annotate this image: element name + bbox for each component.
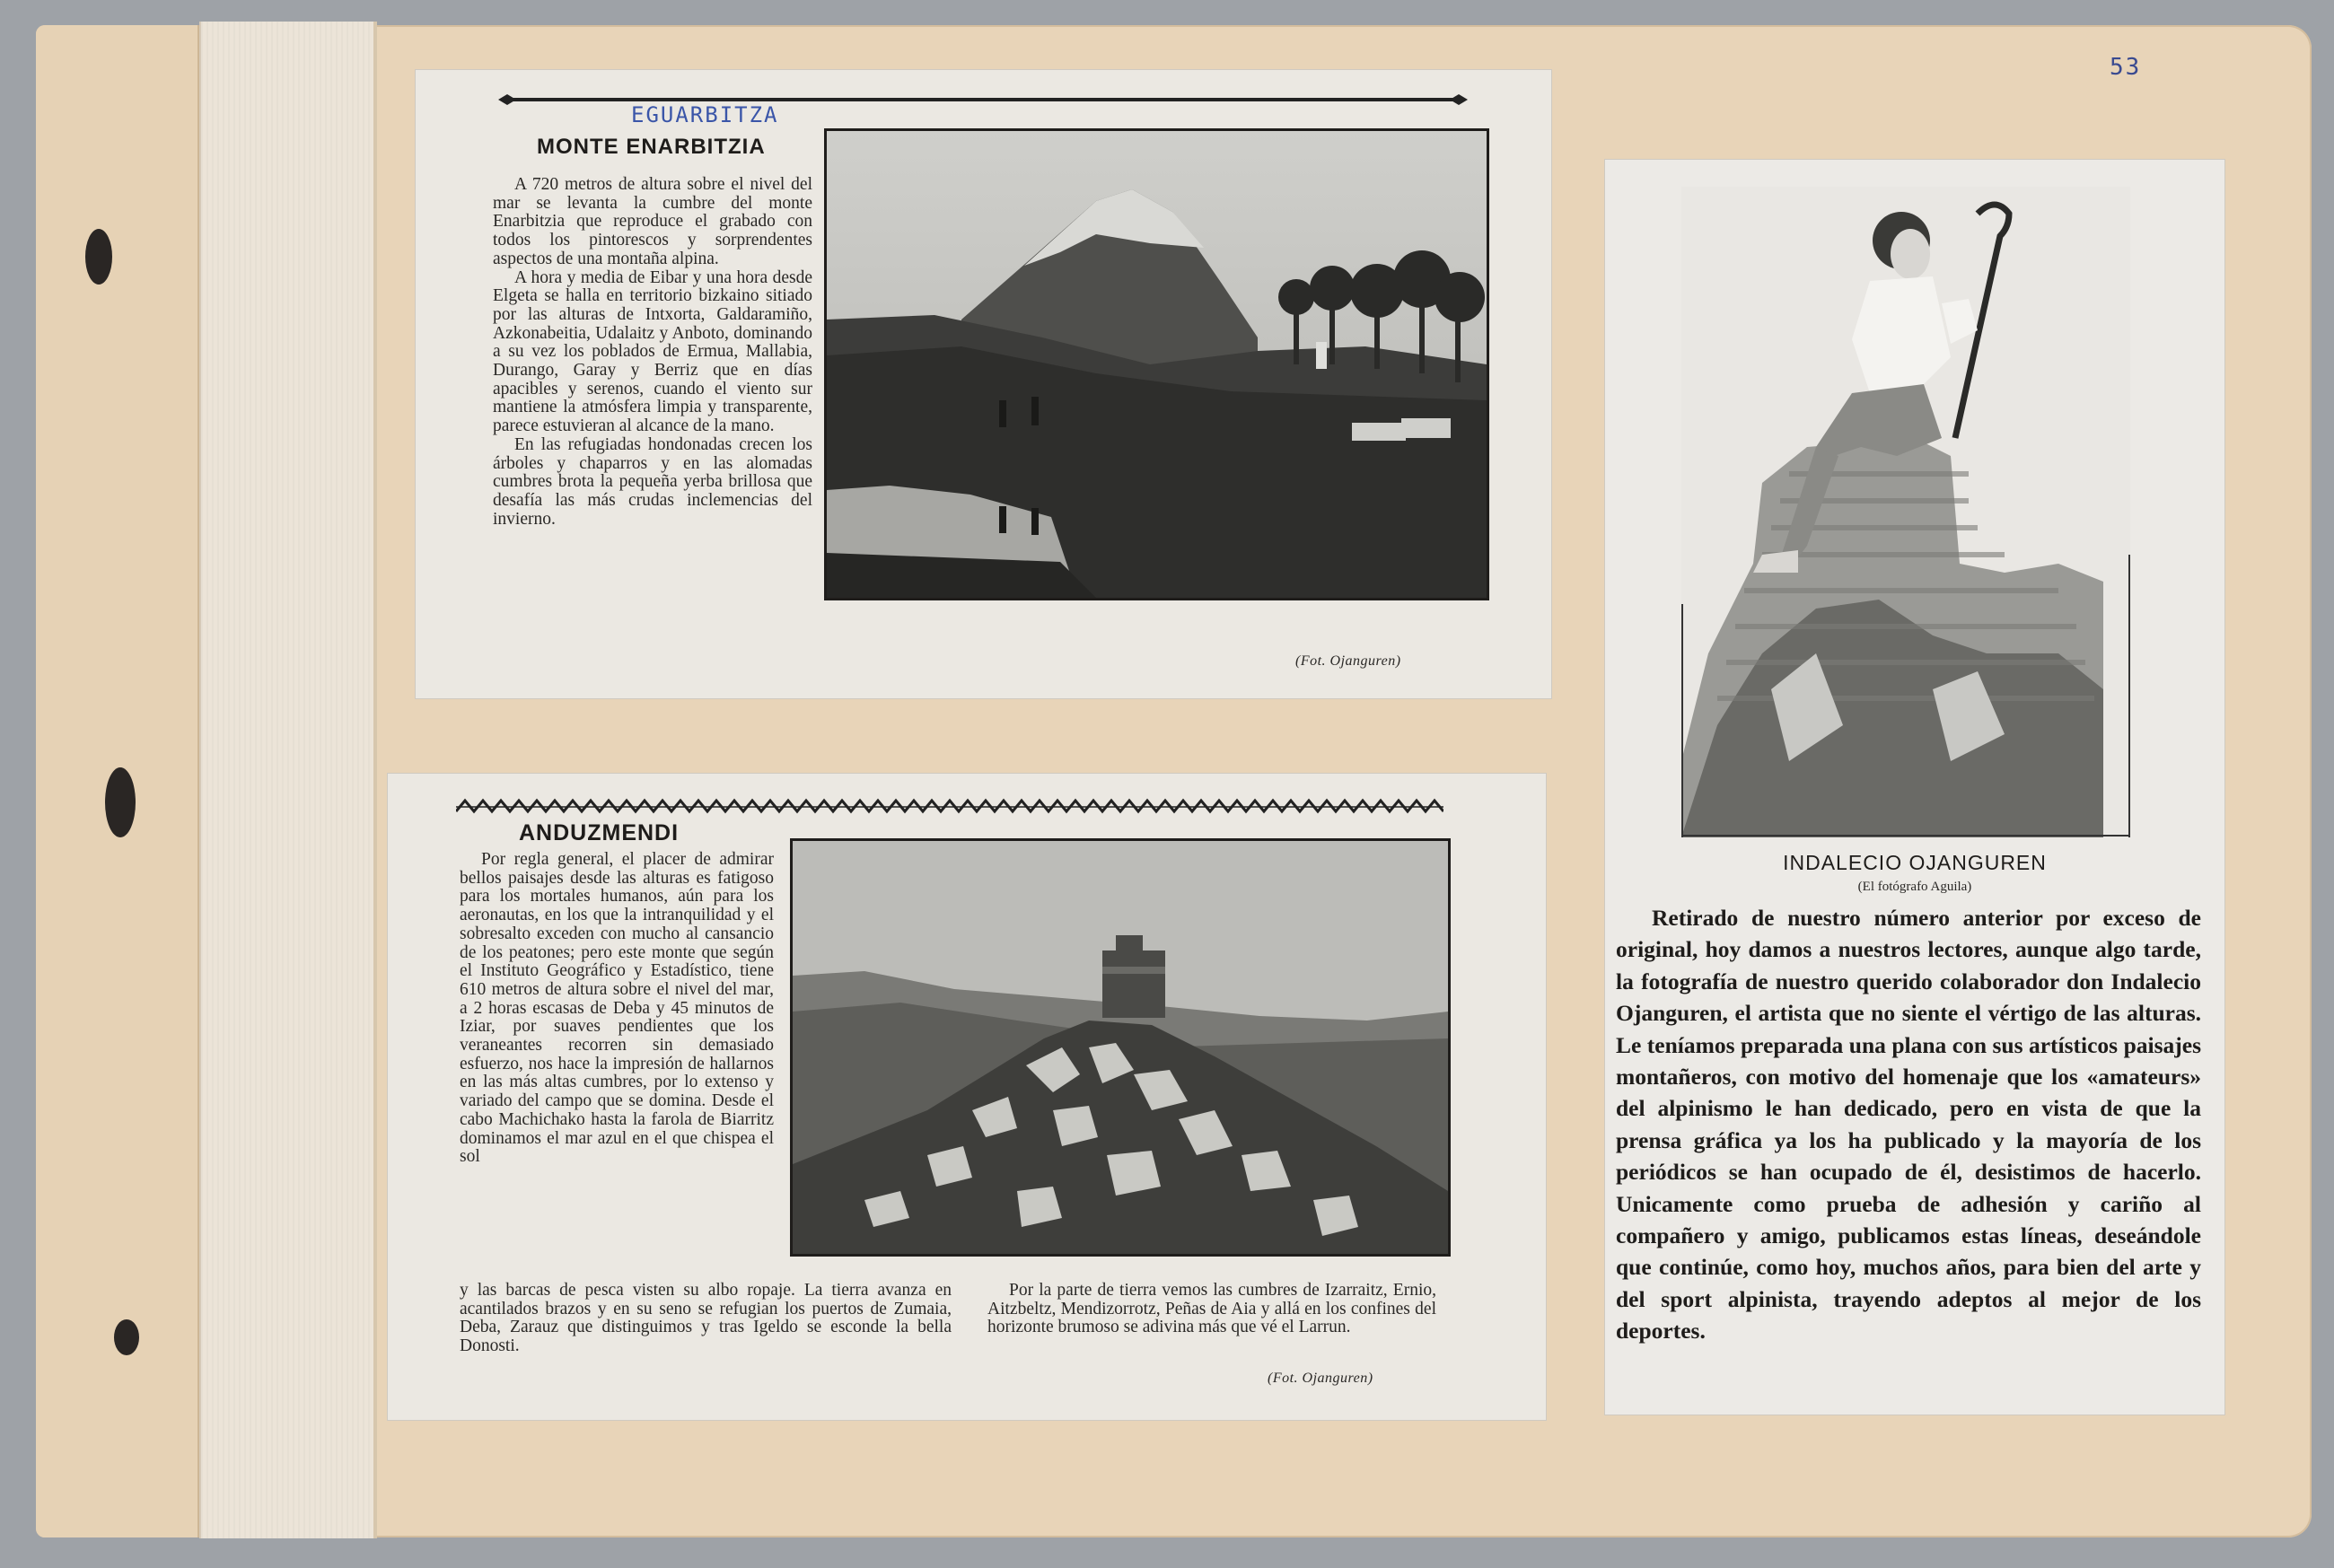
binder-hole [85,229,112,285]
handwritten-label: EGUARBITZA [631,102,779,127]
article-title: MONTE ENARBITZIA [537,135,766,159]
clipping-anduzmendi [388,774,1546,1420]
photo-credit: (Fot. Ojanguren) [1268,1371,1373,1386]
binder-hole [114,1319,139,1355]
article-paragraph: Por regla general, el placer de admirar bellos paisajes desde las alturas es fatigoso para los mortales humanos, aún para los aeronautas, en los que la intranquilidad y el sobresalto exceden con mucho al cansancio de los peatones; pero este monte que según el Instituto Geográfico y Estadístico, tiene 610 metros de altura sobre el nivel del mar, a 2 horas escasas de Deba y 45 minutos de Iziar, por suaves pendientes que los veraneantes recorren sin demasiado esfuerzo, nos hace la impresión de hallarnos en las más altas cumbres, por lo extenso y variado del campo que se domina. Desde el cabo Machichako hasta la farola de Biarritz dominamos el mar azul en el que chispea el sol [460,850,774,1167]
article-paragraph: Por la parte de tierra vemos las cumbres de Izarraitz, Ernio, Aitzbeltz, Mendizorrotz, Peñas de Aia y allá en los confines del horizonte brumoso se adivina más que vé el Larrun. [987,1281,1436,1337]
article-paragraph: Retirado de nuestro número anterior por exceso de original, hoy damos a nuestros lectores, aunque algo tarde, la fotografía de nuestro querido colaborador don Indalecio Ojanguren, el artista que no siente el vértigo de las alturas. Le teníamos preparada una plana con sus artísticos paisajes montañeros, con motivo del homenaje que los «amateurs» del alpinismo le han dedicado, pero en vista de que la prensa gráfica ya los ha publicado y la mayoría de los periódicos se han ocupado de él, desistimos de hacerlo. Unicamente como prueba de adhesión y cariño al compañero y amigo, publicamos estas líneas, deseándole que continúe, como hoy, muchos años, para bien del arte y del sport alpinista, trayendo adeptos al mejor de los deportes. [1616,905,2201,1345]
article-body [460,851,774,1167]
clipping-monte-enarbitzia [416,70,1551,698]
page-number: 53 [2110,54,2142,81]
article-paragraph: y las barcas de pesca visten su albo ropaje. La tierra avanza en acantilados brazos y en su seno se refugian los puertos de Zumaia, Deba, Zarauz que distinguimos y tras Igeldo se esconde la bella Donosti. [460,1281,952,1356]
portrait-photo [1681,187,2130,837]
photo-anduzmendi [790,838,1451,1257]
article-title: INDALECIO OJANGUREN [1783,851,2047,874]
fabric-spine [199,22,377,1538]
article-body-right [987,1282,1436,1337]
article-title: ANDUZMENDI [519,820,680,845]
article-paragraph: En las refugiadas hondonadas crecen los árboles y chaparros y en las alomadas cumbres brota la pequeña yerba brillosa que desafía las más crudas inclemencias del invierno. [493,434,812,529]
binder-hole [105,767,136,837]
article-body [493,176,812,529]
article-paragraph: A 720 metros de altura sobre el nivel del mar se levanta la cumbre del monte Enarbitzia que reproduce el grabado con todos los pintorescos y sorprendentes aspectos de una montaña alpina. [493,175,812,268]
photo-monte-enarbitzia [824,128,1489,600]
article-body-continued [460,1282,952,1356]
article-paragraph: A hora y media de Eibar y una hora desde Elgeta se halla en territorio bizkaino sitiado por las alturas de Intxorta, Galdaramiño, Azkonabeitia, Udalaitz y Anboto, dominando a su vez los poblados de Ermua, Mallabia, Durango, Garay y Berriz que en días apacibles y serenos, cuando el viento sur mantiene la atmósfera limpia y transparente, parece estuvieran al alcance de la mano. [493,267,812,436]
clipping-indalecio-ojanguren [1605,160,2224,1415]
article-body [1616,902,2201,1347]
article-subtitle: (El fotógrafo Aguila) [1857,880,1972,894]
ornament-rule [456,795,1443,817]
photo-credit: (Fot. Ojanguren) [1295,653,1401,669]
